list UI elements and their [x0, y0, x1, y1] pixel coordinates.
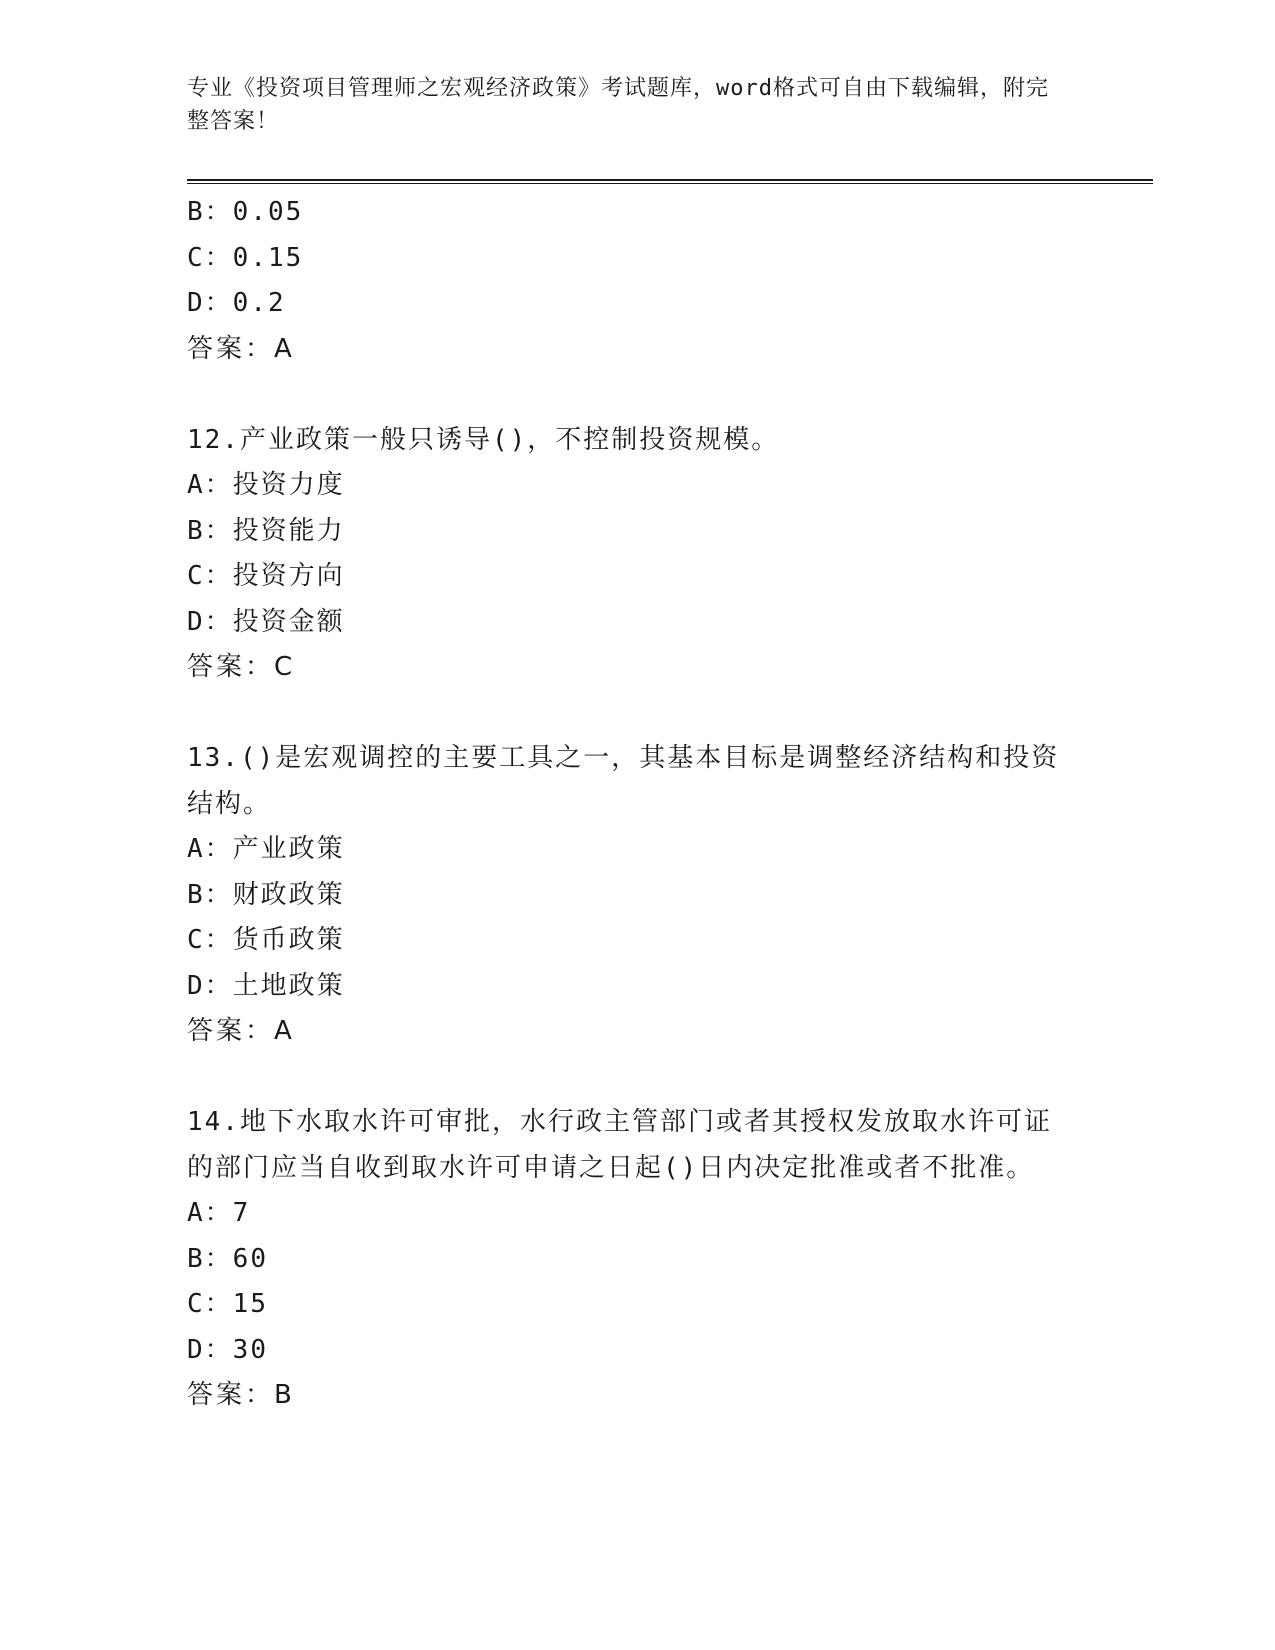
- option-d: D：土地政策: [187, 970, 345, 1001]
- question-stem: 12.产业政策一般只诱导()，不控制投资规模。: [187, 424, 780, 455]
- option-b: B：60: [187, 1243, 268, 1274]
- option-d: D：投资金额: [187, 606, 345, 637]
- answer-text: 答案：A: [187, 1016, 295, 1046]
- option-c: C：15: [187, 1289, 268, 1319]
- question-12: [187, 418, 1087, 691]
- question-stem: 14.地下水取水许可审批，水行政主管部门或者其授权发放取水许可证的部门应当自收到取水许可申请之日起()日内决定批准或者不批准。: [187, 1107, 1052, 1183]
- option-c: C：货币政策: [187, 925, 345, 955]
- option-a: A：产业政策: [187, 834, 345, 864]
- question-14: [187, 1100, 1087, 1419]
- answer-text: 答案：C: [187, 652, 296, 682]
- option-a: A：投资力度: [187, 470, 345, 500]
- spacer: [187, 372, 1087, 418]
- question-11-continued: [187, 190, 1087, 372]
- option-d: D：0.2: [187, 288, 286, 318]
- option-b: B：0.05: [187, 197, 304, 227]
- option-d: D：30: [187, 1334, 268, 1365]
- option-b: B：财政政策: [187, 879, 345, 910]
- question-stem: 13.()是宏观调控的主要工具之一，其基本目标是调整经济结构和投资结构。: [187, 743, 1060, 819]
- answer-text: 答案：B: [187, 1380, 295, 1410]
- option-c: C：0.15: [187, 242, 304, 273]
- answer-text: 答案：A: [187, 333, 295, 364]
- question-13: [187, 736, 1087, 1055]
- question-list: [187, 190, 1087, 1419]
- document-header: 专业《投资项目管理师之宏观经济政策》考试题库，word格式可自由下载编辑，附完整答案！: [187, 76, 1049, 134]
- option-c: C：投资方向: [187, 561, 345, 591]
- option-a: A：7: [187, 1198, 251, 1228]
- option-b: B：投资能力: [187, 515, 345, 546]
- header-divider: [187, 179, 1153, 184]
- spacer: [187, 691, 1087, 737]
- spacer: [187, 1055, 1087, 1101]
